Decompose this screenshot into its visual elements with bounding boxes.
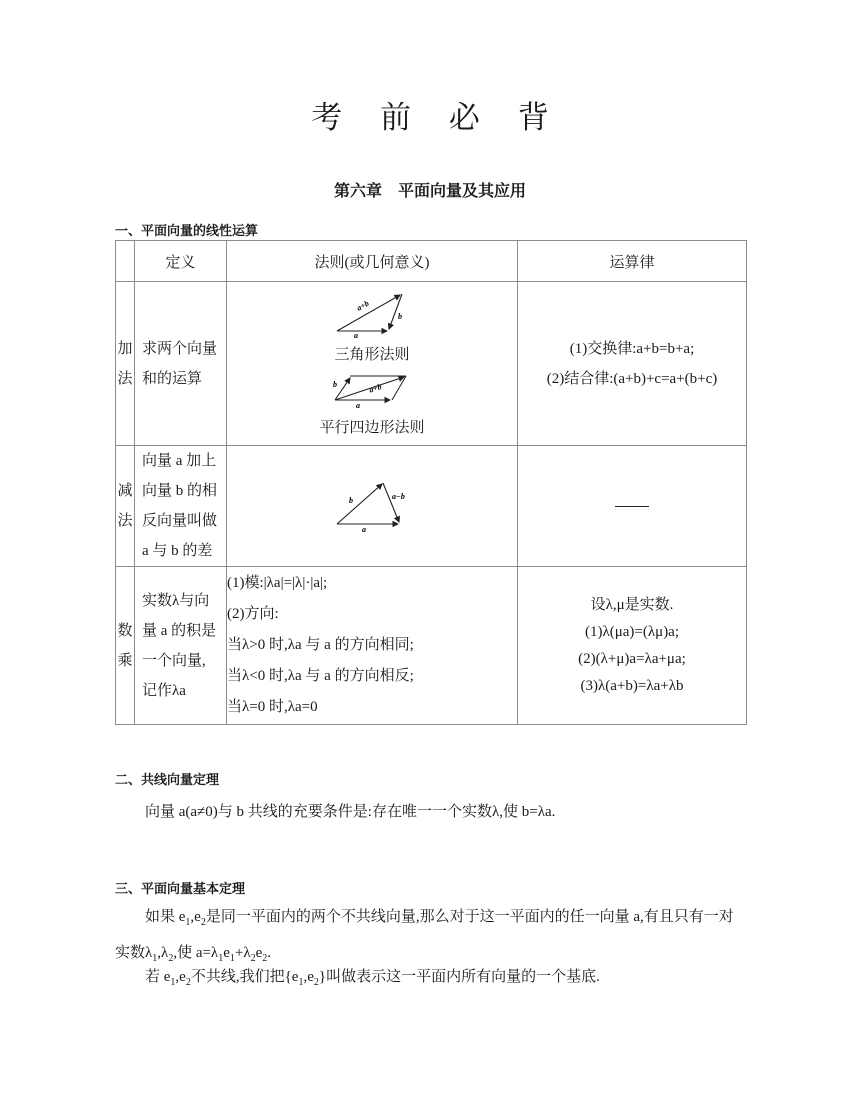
- vector-label-sum: a+b: [355, 298, 371, 313]
- row-name-char: 减: [117, 483, 133, 499]
- chapter-title: 第六章 平面向量及其应用: [333, 181, 526, 200]
- definition-line: 向量 b 的相: [142, 483, 218, 499]
- vector-label-diff: a−b: [392, 492, 405, 501]
- section-heading-collinear: 二、共线向量定理: [115, 773, 220, 788]
- vector-label-a: a: [362, 525, 366, 534]
- rule-scalar: [227, 567, 518, 725]
- rule-line: (1)模:|λa|=|λ|·|a|;: [227, 575, 328, 591]
- definition-line: 记作λa: [142, 682, 186, 699]
- subscript: 1: [185, 917, 191, 928]
- law-associative: (2)结合律:(a+b)+c=a+(b+c): [546, 370, 718, 387]
- vector-label-a: a: [354, 330, 358, 339]
- subscript: 2: [250, 953, 256, 964]
- subscript: 1: [229, 953, 235, 964]
- subscript: 2: [185, 977, 191, 988]
- rule-subtraction: [227, 446, 518, 567]
- section-heading-basis: 三、平面向量基本定理: [115, 882, 246, 897]
- row-name-scalar: [116, 567, 135, 725]
- rule-line: 当λ>0 时,λa 与 a 的方向相同;: [227, 637, 414, 653]
- vector-label-sum: a+b: [367, 381, 383, 395]
- text-run: ,使 a=λ: [173, 945, 219, 961]
- definition-line: 实数λ与向: [142, 592, 210, 609]
- basis-definition-paragraph: [115, 962, 745, 998]
- rule-line: 当λ=0 时,λa=0: [227, 699, 318, 715]
- law-commutative: (1)交换律:a+b=b+a;: [569, 340, 695, 357]
- subscript: 2: [262, 953, 268, 964]
- text-run: }叫做表示这一平面内所有向量的一个基底.: [318, 969, 600, 985]
- subscript: 2: [200, 917, 206, 928]
- definition-addition: [135, 282, 227, 446]
- text-run: ,λ: [157, 945, 169, 961]
- parallelogram-rule-figure: [330, 370, 414, 410]
- definition-line: 向量 a 加上: [142, 453, 217, 469]
- definition-line: 反向量叫做: [142, 513, 218, 529]
- triangle-rule-label: 三角形法则: [334, 346, 410, 363]
- text-run: 如果 e: [145, 909, 186, 925]
- laws-addition: [518, 282, 747, 446]
- laws-scalar: [518, 567, 747, 725]
- collinear-theorem-text: 向量 a(a≠0)与 b 共线的充要条件是:存在唯一一个实数λ,使 b=λa.: [145, 804, 556, 820]
- vector-label-b: b: [333, 379, 337, 389]
- text-run: ,e: [190, 909, 201, 925]
- parallelogram-rule-label: 平行四边形法则: [319, 419, 425, 436]
- text-run: ,e: [303, 969, 314, 985]
- text-run: ,e: [175, 969, 186, 985]
- definition-line: 和的运算: [142, 370, 203, 387]
- subscript: 2: [313, 977, 319, 988]
- vector-label-b: b: [349, 496, 353, 505]
- row-name-char: 数: [117, 622, 133, 639]
- subscript: 1: [152, 953, 158, 964]
- section-heading-linear-operations: 一、平面向量的线性运算: [115, 224, 259, 239]
- law-line: (2)(λ+μ)a=λa+μa;: [578, 650, 686, 667]
- text-run: e: [223, 945, 230, 961]
- text-run: .: [267, 945, 272, 961]
- text-run: 不共线,我们把{e: [190, 969, 299, 985]
- subscript: 1: [170, 977, 176, 988]
- law-line: 设λ,μ是实数.: [590, 596, 674, 613]
- definition-line: 量 a 的积是: [142, 622, 217, 639]
- row-name-subtraction: [116, 446, 135, 567]
- rule-line: 当λ<0 时,λa 与 a 的方向相反;: [227, 668, 414, 684]
- text-run: 若 e: [145, 969, 171, 985]
- page-title: 考 前 必 背: [311, 100, 563, 136]
- rule-line: (2)方向:: [227, 606, 279, 622]
- definition-scalar: [135, 567, 227, 725]
- row-name-char: 法: [117, 513, 133, 529]
- header-laws: 运算律: [518, 241, 747, 282]
- row-name-char: 法: [117, 370, 133, 387]
- text-run: +λ: [234, 945, 251, 961]
- law-line: (1)λ(μa)=(λμ)a;: [584, 623, 680, 640]
- subscript: 1: [298, 977, 304, 988]
- triangle-rule-figure: [332, 291, 412, 339]
- empty-dash: [615, 506, 649, 507]
- text-run: 是同一平面内的两个不共线向量,那么对于这一平面内的任一向量 a,有且只有一对实数λ: [115, 909, 734, 961]
- subscript: 2: [168, 953, 174, 964]
- table-header-row: [116, 241, 747, 282]
- row-name-addition: [116, 282, 135, 446]
- rule-addition: [227, 282, 518, 446]
- table-row-addition: [116, 282, 747, 446]
- header-empty-cell: [116, 241, 135, 282]
- header-definition: 定义: [135, 241, 227, 282]
- definition-line: 一个向量,: [142, 652, 206, 669]
- vector-label-b: b: [398, 311, 402, 321]
- header-rule: 法则(或几何意义): [227, 241, 518, 282]
- laws-subtraction: [518, 446, 747, 567]
- row-name-char: 乘: [117, 652, 133, 669]
- law-line: (3)λ(a+b)=λa+λb: [580, 677, 684, 694]
- table-row-scalar: [116, 567, 747, 725]
- definition-subtraction: [135, 446, 227, 567]
- subscript: 1: [218, 953, 224, 964]
- definition-line: a 与 b 的差: [142, 543, 213, 559]
- vector-label-a: a: [356, 400, 360, 410]
- text-run: e: [255, 945, 263, 961]
- table-row-subtraction: [116, 446, 747, 567]
- subtraction-rule-figure: [332, 478, 412, 534]
- linear-operations-table: [115, 240, 747, 725]
- row-name-char: 加: [117, 340, 133, 357]
- definition-line: 求两个向量: [142, 340, 218, 357]
